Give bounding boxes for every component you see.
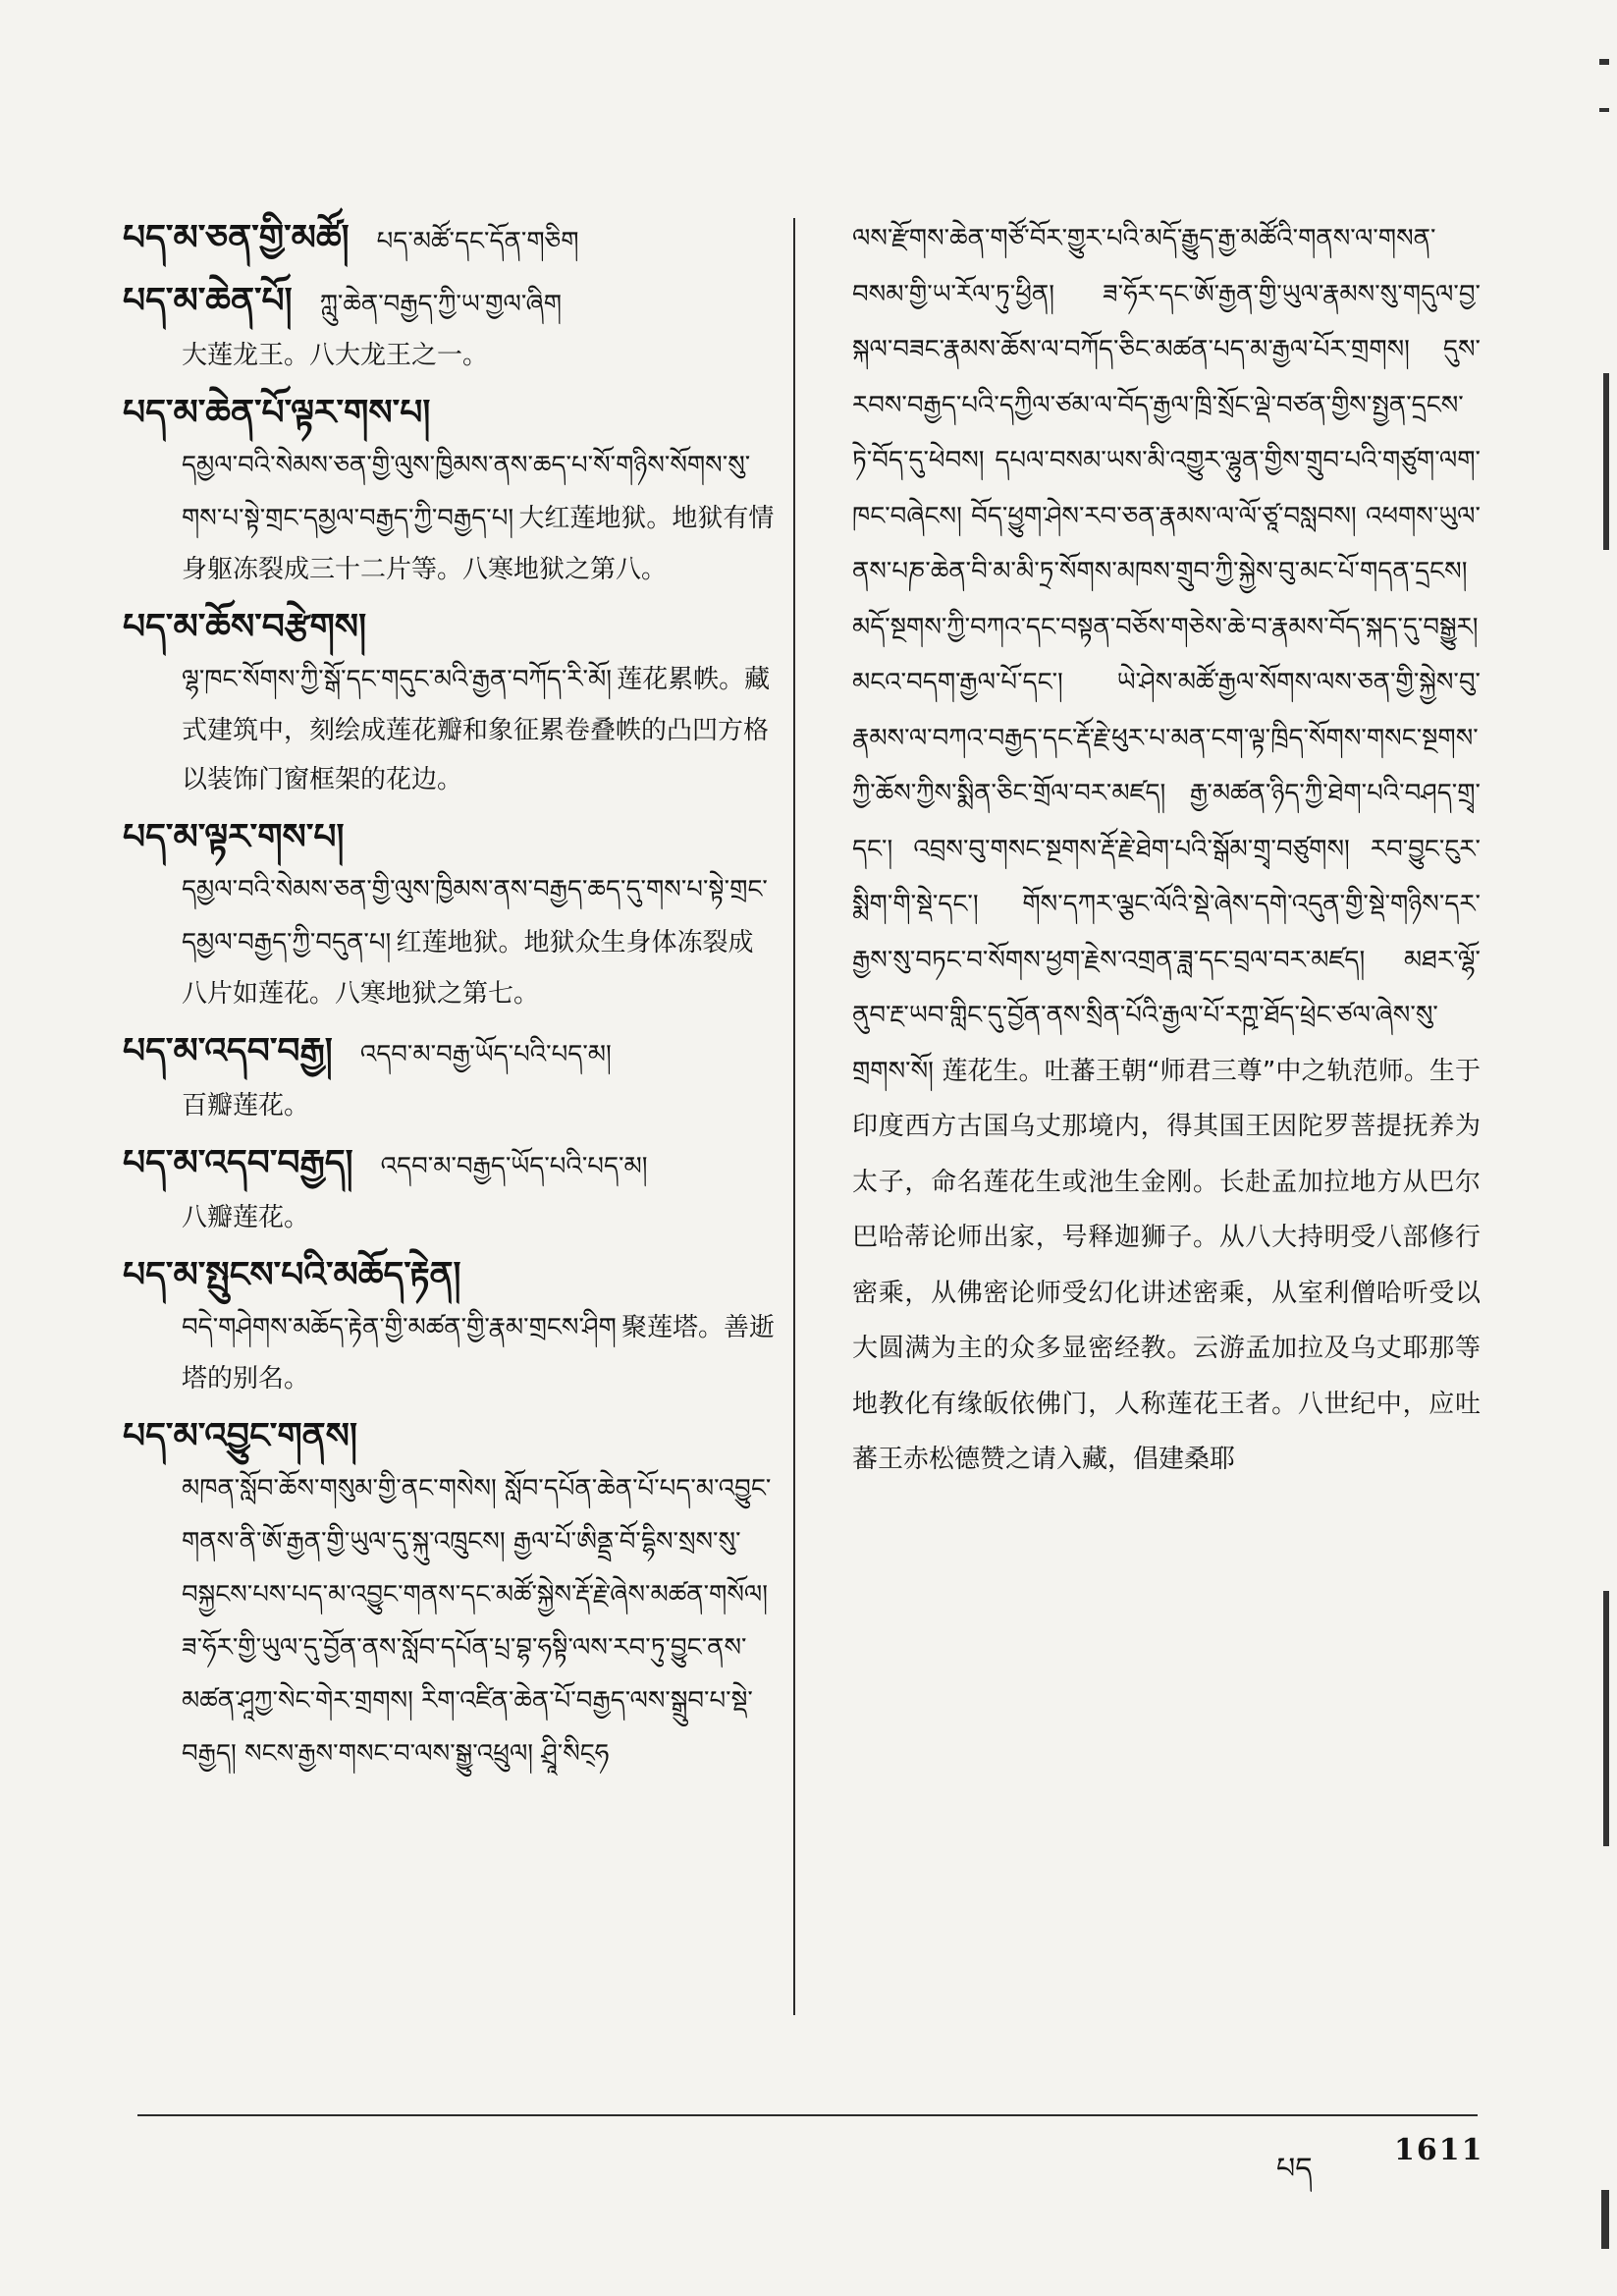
entry-headword: པད་མ་སྤུངས་པའི་མཆོད་རྟེན། <box>123 1254 461 1295</box>
left-column <box>123 211 776 1786</box>
scan-mark <box>1603 1591 1609 1846</box>
entry-definition-chinese: 莲花生。吐蕃王朝“师君三尊”中之轨范师。生于印度西方古国乌丈那境内，得其国王因陀罗菩提抚养为太子，命名莲花生或池生金刚。长赴孟加拉地方从巴尔巴哈蒂论师出家，号释迦狮子。从八大持明受八部修行密乘，从佛密论师受幻化讲述密乘，从室利僧哈听受以大圆满为主的众多显密经教。云游孟加拉及乌丈耶那等地教化有缘皈依佛门，人称莲花王者。八世纪中，应吐蕃王赤松德赞之请入藏，倡建桑耶 <box>852 1056 1481 1474</box>
right-column <box>852 211 1481 1488</box>
entry-definition-tibetan: ལྷ་ཁང་སོགས་ཀྱི་སྒོ་དང་གདུང་མའི་རྒྱན་བཀོད་རི་མོ། <box>182 665 612 694</box>
dictionary-entry <box>123 1248 776 1403</box>
long-entry-continuation <box>852 211 1481 1488</box>
dictionary-entry-long <box>123 1409 776 1780</box>
entry-definition-chinese: 红莲地狱。地狱众生身体冻裂成八片如莲花。八寒地狱之第七。 <box>182 928 754 1009</box>
entry-headword: པད་མ་ཆེན་པོ་ལྟར་གས་པ། <box>123 392 431 433</box>
footer-rule <box>137 2114 1478 2116</box>
entry-headword: པད་མ་ཆོས་བརྩེགས། <box>123 606 367 647</box>
dictionary-entry <box>123 386 776 594</box>
scan-mark <box>1599 59 1609 65</box>
entry-definition-tibetan: ལས་རྫོགས་ཆེན་གཙོ་བོར་གྱུར་པའི་མདོ་རྒྱུད་རྒྱ་མཚོའི་གནས་ལ་གསན་བསམ་གྱི་ཡ་རོལ་ཏུ་ཕྱིན། ཟ་ཧོར་དང་ཨོ་རྒྱན་གྱི་ཡུལ་རྣམས་སུ་གདུལ་བྱ་སྐལ་བཟང་རྣམས་ཆོས་ལ་བཀོད་ཅིང་མཚན་པད་མ་རྒྱལ་པོར་གྲགས། དུས་རབས་བརྒྱད་པའི་དཀྱིལ་ཙམ་ལ་བོད་རྒྱལ་ཁྲི་སྲོང་ལྡེ་བཙན་གྱིས་སྤྱན་དྲངས་ཏེ་བོད་དུ་ཕེབས། དཔལ་བསམ་ཡས་མི་འགྱུར་ལྷུན་གྱིས་གྲུབ་པའི་གཙུག་ལག་ཁང་བཞེངས། བོད་ཕྱུག་ཤེས་རབ་ཅན་རྣམས་ལ་ལོ་ཙཱ་བསླབས། འཕགས་ཡུལ་ནས་པཎ་ཆེན་བི་མ་མི་ཏྲ་སོགས་མཁས་གྲུབ་ཀྱི་སྐྱེས་བུ་མང་པོ་གདན་དྲངས། མདོ་སྔགས་ཀྱི་བཀའ་དང་བསྟན་བཅོས་གཅེས་ཆེ་བ་རྣམས་བོད་སྐད་དུ་བསྒྱུར། མངའ་བདག་རྒྱལ་པོ་དང་། ཡེ་ཤེས་མཚོ་རྒྱལ་སོགས་ལས་ཅན་གྱི་སྐྱེས་བུ་རྣམས་ལ་བཀའ་བརྒྱད་དང་རྡོ་རྗེ་ཕུར་པ་མན་ངག་ལྟ་ཁྲིད་སོགས་གསང་སྔགས་ཀྱི་ཆོས་ཀྱིས་སྨིན་ཅིང་གྲོལ་བར་མཛད། རྒྱ་མཚན་ཉིད་ཀྱི་ཐེག་པའི་བཤད་གྲྭ་དང་། འབྲས་བུ་གསང་སྔགས་རྡོ་རྗེ་ཐེག་པའི་སྒོམ་གྲྭ་བཙུགས། རབ་བྱུང་ངུར་སྨིག་གི་སྡེ་དང་། གོས་དཀར་ལྕང་ལོའི་སྡེ་ཞེས་དགེ་འདུན་གྱི་སྡེ་གཉིས་དར་རྒྱས་སུ་བཏང་བ་སོགས་ཕྱག་རྗེས་འགྲན་ཟླ་དང་བྲལ་བར་མཛད། མཐར་ལྷོ་ནུབ་རྔ་ཡབ་གླིང་དུ་བྱོན་ནས་སྲིན་པོའི་རྒྱལ་པོ་རཀྵ་ཐོད་ཕྲེང་ཙལ་ཞེས་སུ་གྲགས་སོ། <box>852 224 1481 1086</box>
entry-definition-chinese: 百瓣莲花。 <box>182 1091 310 1121</box>
scan-mark <box>1601 2190 1609 2249</box>
scan-mark <box>1599 108 1609 112</box>
entry-headword: པད་མ་འདབ་བརྒྱ། <box>123 1030 333 1071</box>
entry-definition-chinese: 聚莲塔。善逝塔的别名。 <box>182 1313 775 1394</box>
entry-headword: པད་མ་འབྱུང་གནས། <box>123 1415 357 1456</box>
dictionary-entry <box>123 810 776 1018</box>
page-number: 1611 <box>1394 2133 1484 2167</box>
entry-definition-tibetan: པད་མཚོ་དང་དོན་གཅིག <box>376 227 579 256</box>
entry-definition-tibetan: དམྱལ་བའི་སེམས་ཅན་གྱི་ལུས་ཁྱིམས་ནས་བརྒྱད་ཆད་དུ་གས་པ་སྟེ་གྲང་དམྱལ་བརྒྱད་ཀྱི་བདུན་པ། <box>182 875 768 957</box>
entry-headword: པད་མ་ཆེན་པོ། <box>123 280 293 321</box>
dictionary-entry <box>123 1136 776 1242</box>
dictionary-entry <box>123 1024 776 1130</box>
entry-definition-chinese: 大红莲地狱。地狱有情身躯冻裂成三十二片等。八寒地狱之第八。 <box>182 504 775 584</box>
entry-definition-tibetan: མཁན་སློབ་ཆོས་གསུམ་གྱི་ནང་གསེས། སློབ་དཔོན་ཆེན་པོ་པད་མ་འབྱུང་གནས་ནི་ཨོ་རྒྱན་གྱི་ཡུལ་དུ་སྐུ་འཁྲུངས། རྒྱལ་པོ་ཨིནྡྲ་བོ་དྷིས་སྲས་སུ་བསྐྱངས་པས་པད་མ་འབྱུང་གནས་དང་མཚོ་སྐྱེས་རྡོ་རྗེ་ཞེས་མཚན་གསོལ། ཟ་ཧོར་གྱི་ཡུལ་དུ་བྱོན་ནས་སློབ་དཔོན་པྲ་བྷ་ཧསྟི་ལས་རབ་ཏུ་བྱུང་ནས་མཚན་ཤཱཀྱ་སེང་གེར་གྲགས། རིག་འཛིན་ཆེན་པོ་བརྒྱད་ལས་སྒྲུབ་པ་སྡེ་བརྒྱད། སངས་རྒྱས་གསང་བ་ལས་སྒྱུ་འཕྲུལ། ཤྲཱི་སིང྄ཧ <box>182 1474 772 1769</box>
entry-definition-tibetan: བདེ་གཤེགས་མཆོད་རྟེན་གྱི་མཚན་གྱི་རྣམ་གྲངས་ཤིག <box>182 1313 617 1342</box>
running-head: པད <box>1276 2152 1313 2186</box>
dictionary-entry <box>123 211 776 268</box>
dictionary-entry <box>123 600 776 804</box>
entry-definition-tibetan: ཀླུ་ཆེན་བརྒྱད་ཀྱི་ཡ་གྱལ་ཞིག <box>319 290 563 319</box>
scan-edge-marks <box>1578 0 1617 2296</box>
entry-definition-chinese: 莲花累帙。藏式建筑中，刻绘成莲花瓣和象征累卷叠帙的凸凹方格以装饰门窗框架的花边。 <box>182 665 771 794</box>
entry-headword: པད་མ་ལྟར་གས་པ། <box>123 816 345 857</box>
entry-definition-tibetan: དམྱལ་བའི་སེམས་ཅན་གྱི་ལུས་ཁྱིམས་ནས་ཆད་པ་སོ་གཉིས་སོགས་སུ་གས་པ་སྟེ་གྲང་དམྱལ་བརྒྱད་ཀྱི་བརྒྱད་པ། <box>182 451 751 533</box>
entry-headword: པད་མ་འདབ་བརྒྱད། <box>123 1142 353 1183</box>
scan-mark <box>1603 373 1609 550</box>
entry-definition-chinese: 八瓣莲花。 <box>182 1203 310 1232</box>
entry-definition-chinese: 大莲龙王。八大龙王之一。 <box>182 341 489 370</box>
entry-headword: པད་མ་ཅན་གྱི་མཚོ། <box>123 217 350 258</box>
column-divider <box>793 218 795 2015</box>
entry-definition-tibetan: འདབ་མ་བརྒྱད་ཡོད་པའི་པད་མ། <box>380 1152 648 1181</box>
entry-definition-tibetan: འདབ་མ་བརྒྱ་ཡོད་པའི་པད་མ། <box>359 1040 612 1069</box>
dictionary-entry <box>123 274 776 380</box>
